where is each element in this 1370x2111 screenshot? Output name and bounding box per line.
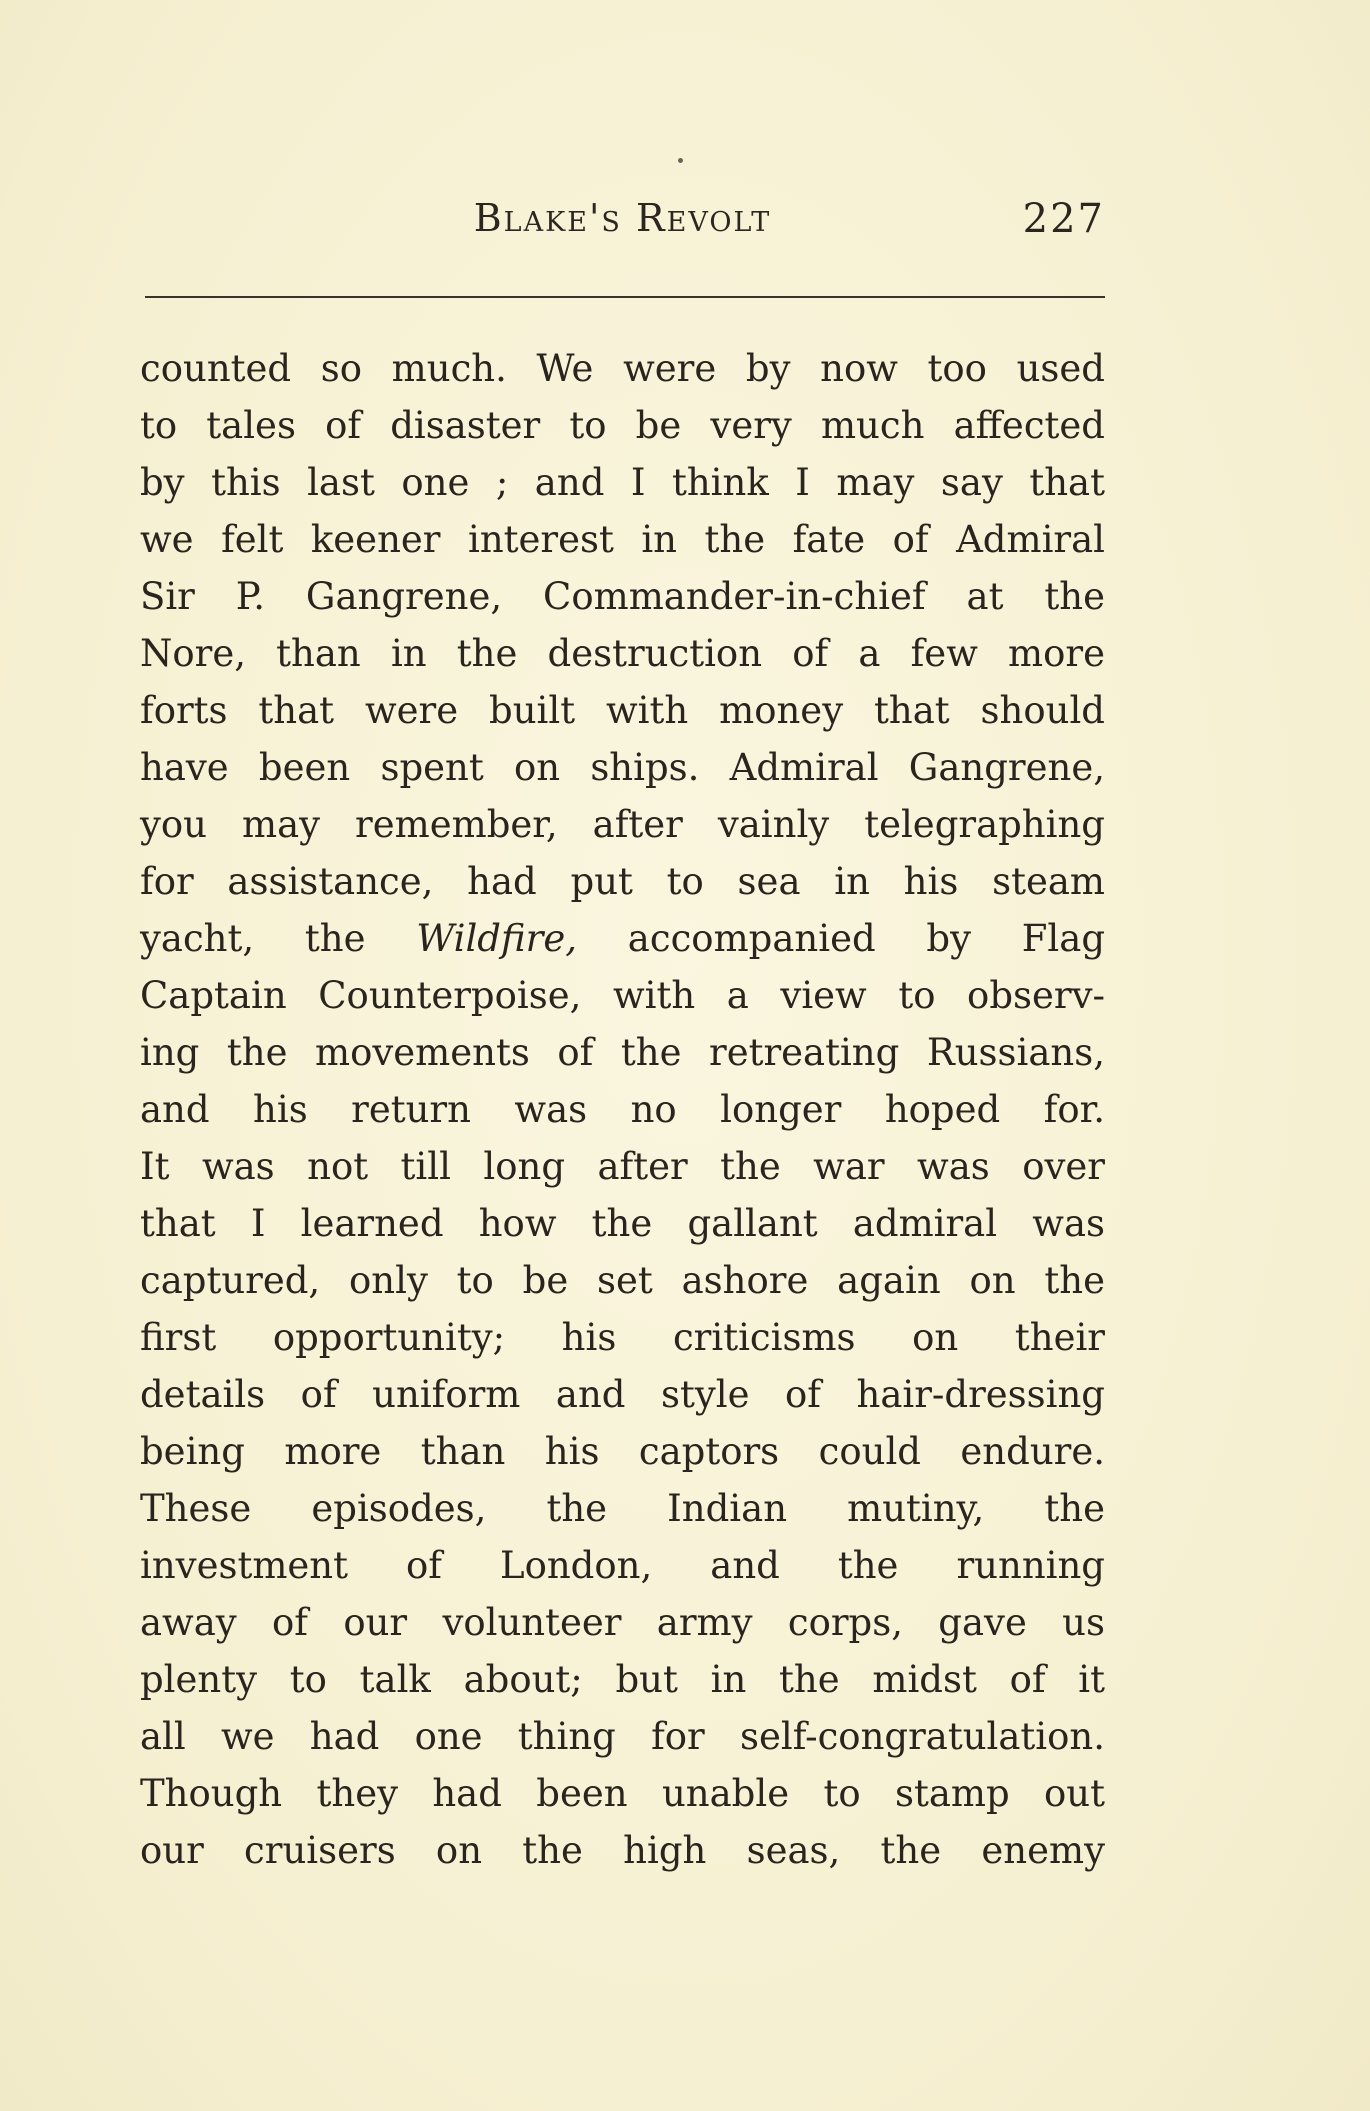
text-line-7: forts that were built with money that should	[140, 689, 1105, 732]
ship-name-wildfire: Wildfire,	[416, 917, 578, 960]
text-line-24: plenty to talk about; but in the midst of it	[140, 1658, 1105, 1701]
running-title: Blake's Revolt	[473, 196, 772, 240]
ink-speck	[678, 158, 683, 163]
line-11-after: accompanied by Flag	[627, 917, 1106, 960]
text-line-10: for assistance, had put to sea in his steam	[140, 860, 1105, 903]
text-line-3: by this last one ; and I think I may say that	[140, 461, 1105, 504]
text-line-6: Nore, than in the destruction of a few more	[140, 632, 1105, 675]
text-line-8: have been spent on ships. Admiral Gangrene,	[140, 746, 1105, 789]
text-line-25: all we had one thing for self-congratulation.	[140, 1715, 1105, 1758]
text-line-20: being more than his captors could endure.	[140, 1430, 1105, 1473]
text-line-21: These episodes, the Indian mutiny, the	[140, 1487, 1105, 1530]
text-line-12: Captain Counterpoise, with a view to observ-	[140, 974, 1105, 1017]
text-line-16: that I learned how the gallant admiral was	[140, 1202, 1105, 1245]
text-line-22: investment of London, and the running	[140, 1544, 1105, 1587]
text-line-15: It was not till long after the war was over	[140, 1145, 1105, 1188]
text-line-11	[140, 910, 1105, 967]
text-line-4: we felt keener interest in the fate of Admiral	[140, 518, 1105, 561]
text-line-1: counted so much. We were by now too used	[140, 347, 1105, 390]
page-header	[140, 196, 1105, 256]
header-rule	[145, 296, 1105, 298]
text-line-2: to tales of disaster to be very much affected	[140, 404, 1105, 447]
text-line-26: Though they had been unable to stamp out	[140, 1772, 1105, 1815]
text-line-14: and his return was no longer hoped for.	[140, 1088, 1105, 1131]
text-line-17: captured, only to be set ashore again on the	[140, 1259, 1105, 1302]
text-line-27: our cruisers on the high seas, the enemy	[140, 1829, 1105, 1872]
text-line-23: away of our volunteer army corps, gave us	[140, 1601, 1105, 1644]
line-11-before: yacht, the	[140, 917, 366, 960]
text-line-13: ing the movements of the retreating Russians,	[140, 1031, 1105, 1074]
text-line-19: details of uniform and style of hair-dressing	[140, 1373, 1105, 1416]
body-text	[140, 340, 1105, 1879]
page-number: 227	[1022, 196, 1105, 242]
text-line-5: Sir P. Gangrene, Commander-in-chief at the	[140, 575, 1105, 618]
text-line-18: first opportunity; his criticisms on their	[140, 1316, 1105, 1359]
text-line-9: you may remember, after vainly telegraphing	[140, 803, 1105, 846]
